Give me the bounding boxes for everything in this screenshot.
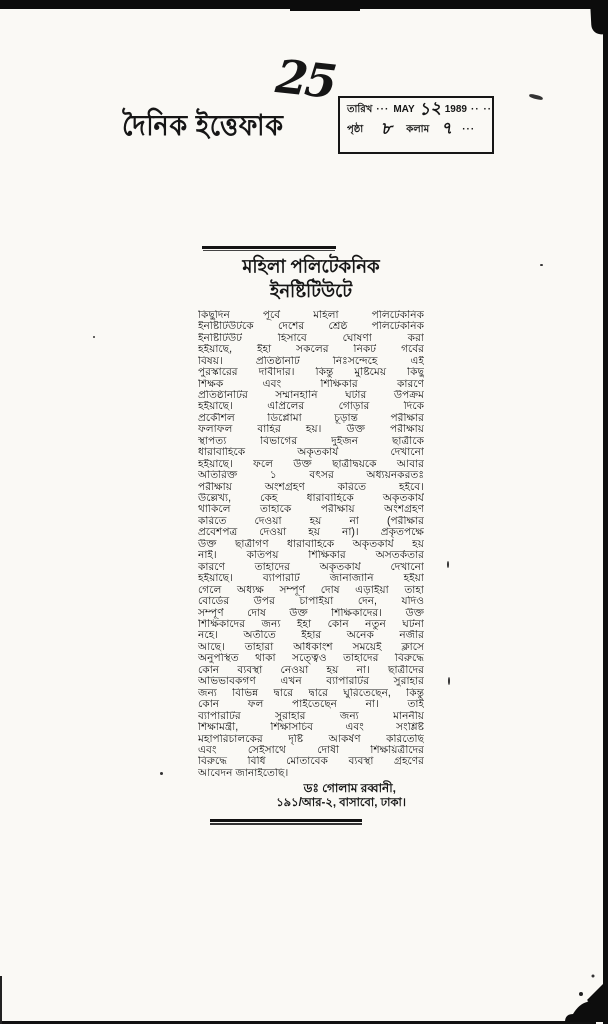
article-body-line: কিছুদিন পূর্বে মহিলা পলিটেকনিক bbox=[198, 309, 424, 321]
article-body-line: ব্যাপারটির সুরাহার জন্য মাননীয় bbox=[198, 710, 424, 722]
article-body-line: অতিরিক্ত ১ বৎসর অধ্যয়নকরতঃ bbox=[198, 470, 424, 482]
scan-border-top bbox=[0, 0, 608, 9]
scan-speck bbox=[447, 561, 449, 568]
article-end-rule bbox=[210, 819, 362, 825]
article-body-line: নহে। অতীতে ইহার অনেক নজীর bbox=[198, 630, 424, 642]
article-body-line: বিরুদ্ধে বিধি মোতাবেক ব্যবস্থা গ্রহণের bbox=[198, 756, 424, 768]
scan-corner-top-right bbox=[590, 0, 608, 35]
stamp-column-trailing-dots: ··· bbox=[462, 123, 476, 135]
stamp-date-month: MAY bbox=[393, 104, 415, 116]
article-body-line: হইয়াছে। ফলে উক্ত ছাত্রীদ্বয়কে আবার bbox=[198, 458, 424, 470]
scan-ink-blob-bottom-right bbox=[535, 964, 605, 1022]
article-body-line: হইয়াছে। এপ্রিলের গোড়ার দিকে bbox=[198, 401, 424, 413]
stamp-date-year: 1989 bbox=[444, 104, 467, 116]
article-body-line: প্রতিষ্ঠানটির সম্মানহানি ঘটার উপক্রম bbox=[198, 389, 424, 401]
article-body-line: অভিভাবকগণ এখন ব্যাপারটির সুরাহার bbox=[198, 676, 424, 688]
article-body-line: উক্ত ছাত্রীগণ ধারাবাহিকে অকৃতকার্য হয় bbox=[198, 538, 424, 550]
article-body-line: জন্য বিভিন্ন দ্বারে দ্বারে ঘুরিতেছেন, কিন্তু bbox=[198, 687, 424, 699]
signature-block bbox=[198, 781, 424, 811]
article-body-line: বোর্ডের উপর চাপাইয়া দেন, যদিও bbox=[198, 596, 424, 608]
stamp-column-label: কলাম bbox=[406, 123, 430, 135]
article-body-line: কোন ব্যবস্থা নেওয়া হয় না। ছাত্রীদের bbox=[198, 664, 424, 676]
article-body-line: পরীক্ষায় অংশগ্রহণ করিতে হইবে। bbox=[198, 481, 424, 493]
article-body-line: মহাপরিচালকের দৃষ্টি আকর্ষণ করিতেছি bbox=[198, 733, 424, 745]
stamp-date-label: তারিখ bbox=[347, 104, 373, 116]
stamp-page-label: পৃষ্ঠা bbox=[347, 123, 364, 135]
stamp-date-day-handwritten: ১২ bbox=[417, 97, 442, 121]
article-body-line: বিষয়। প্রতিষ্ঠানটি নিঃসন্দেহে এই bbox=[198, 355, 424, 367]
article-body-line: ইনষ্টিটিউট হিসাবে ঘোষণা করা bbox=[198, 332, 424, 344]
article-body-line: স্থাপত্য বিভাগের দুইজন ছাত্রীকে bbox=[198, 435, 424, 447]
signature-name: ডঃ গোলাম রব্বানী, bbox=[303, 781, 396, 796]
article-body-line: থাকিলে তাহাকে পরীক্ষায় অংশগ্রহণ bbox=[198, 504, 424, 516]
scan-border-right bbox=[603, 0, 608, 1024]
newspaper-masthead: দৈনিক ইত্তেফাক bbox=[122, 109, 284, 142]
article-body-line: হইয়াছে, ইহা সকলের নিকট গর্বের bbox=[198, 344, 424, 356]
article-body-line: নাই। কতিপয় শিক্ষিকার অসতর্কতার bbox=[198, 550, 424, 562]
article-body-line: অনুপস্থিত থাকা সত্ত্বেও তাহাদের বিরুদ্ধে bbox=[198, 653, 424, 665]
headline-line-1: মহিলা পলিটেকনিক bbox=[242, 255, 380, 277]
article-body-line: আবেদন জানাইতেছি। bbox=[198, 767, 289, 779]
article-body-line: কোন ফল পাইতেছেন না। তাই bbox=[198, 699, 424, 711]
article-body-line: পুরস্কারের দাবীদার। কিন্তু মুষ্টিমেয় কিছু bbox=[198, 367, 424, 379]
scan-border-bottom-left bbox=[0, 976, 2, 1024]
article-body-line: ফলাফল বাহির হয়। উক্ত পরীক্ষায় bbox=[198, 424, 424, 436]
stamp-date-trailing-dots: ·· ·· bbox=[471, 104, 493, 116]
signature-address: ১৯১/আর-২, বাসাবো, ঢাকা। bbox=[276, 797, 406, 810]
scan-speck bbox=[529, 93, 544, 100]
article-body-line: প্রবেশপত্র দেওয়া হয় না)। প্রকৃতপক্ষে bbox=[198, 527, 424, 539]
article-body-line: আছে। তাহারা অধিকাংশ সময়েই ক্লাসে bbox=[198, 641, 424, 653]
article-body-line: শিক্ষক এবং শিক্ষিকার কারণে bbox=[198, 378, 424, 390]
article-body-line: কারণে তাহাদের অকৃতকার্য দেখানো bbox=[198, 561, 424, 573]
headline-line-2: ইনষ্টিটিউটে bbox=[269, 280, 353, 302]
article-body-line: গেলে অধ্যক্ষ সম্পূর্ণ দোষ এড়াইয়া তাহা bbox=[198, 584, 424, 596]
article-body-line: শিক্ষামন্ত্রী, শিক্ষাসচিব এবং সংশ্লিষ্ট bbox=[198, 722, 424, 734]
article-body-line: ধারাবাহিকে অকৃতকার্য দেখানো bbox=[198, 447, 424, 459]
handwritten-clipping-number: 25 bbox=[273, 49, 337, 109]
article-body bbox=[198, 310, 424, 780]
article-column bbox=[198, 246, 424, 825]
article-body-line: সম্পূর্ণ দোষ উক্ত শিক্ষিকাদের। উক্ত bbox=[198, 607, 424, 619]
article-headline bbox=[198, 255, 424, 304]
article-body-line: প্রকৌশল ডিপ্লোমা চূড়ান্ত পরীক্ষার bbox=[198, 412, 424, 424]
article-body-line: হইয়াছে। ব্যাপারটি জানাজানি হইয়া bbox=[198, 573, 424, 585]
article-body-line: করিতে দেওয়া হয় না (পরীক্ষার bbox=[198, 515, 424, 527]
article-body-line: শিক্ষিকাদের জন্য ইহা কোন নতুন ঘটনা bbox=[198, 619, 424, 631]
article-body-line: উল্লেখ্য, কেহ ধারাবাহিকে অকৃতকার্য bbox=[198, 493, 424, 505]
article-body-line: ইনষ্টিটিউটকে দেশের শ্রেষ্ঠ পলিটেকনিক bbox=[198, 321, 424, 333]
scan-speck bbox=[448, 677, 450, 685]
stamp-column-value-handwritten: ৭ bbox=[440, 118, 454, 140]
scan-speck bbox=[93, 336, 95, 338]
stamp-date-row bbox=[347, 97, 493, 121]
scan-speck bbox=[540, 264, 543, 266]
stamp-page-row bbox=[347, 118, 485, 140]
date-stamp-box bbox=[338, 96, 494, 154]
headline-top-rule bbox=[202, 246, 336, 249]
scan-speck bbox=[160, 772, 163, 775]
stamp-date-dots: ··· bbox=[376, 104, 390, 116]
article-body-line: এবং সেইসাথে দোষী শিক্ষয়িত্রীদের bbox=[198, 745, 424, 756]
stamp-page-value-handwritten: ৮ bbox=[380, 118, 394, 140]
